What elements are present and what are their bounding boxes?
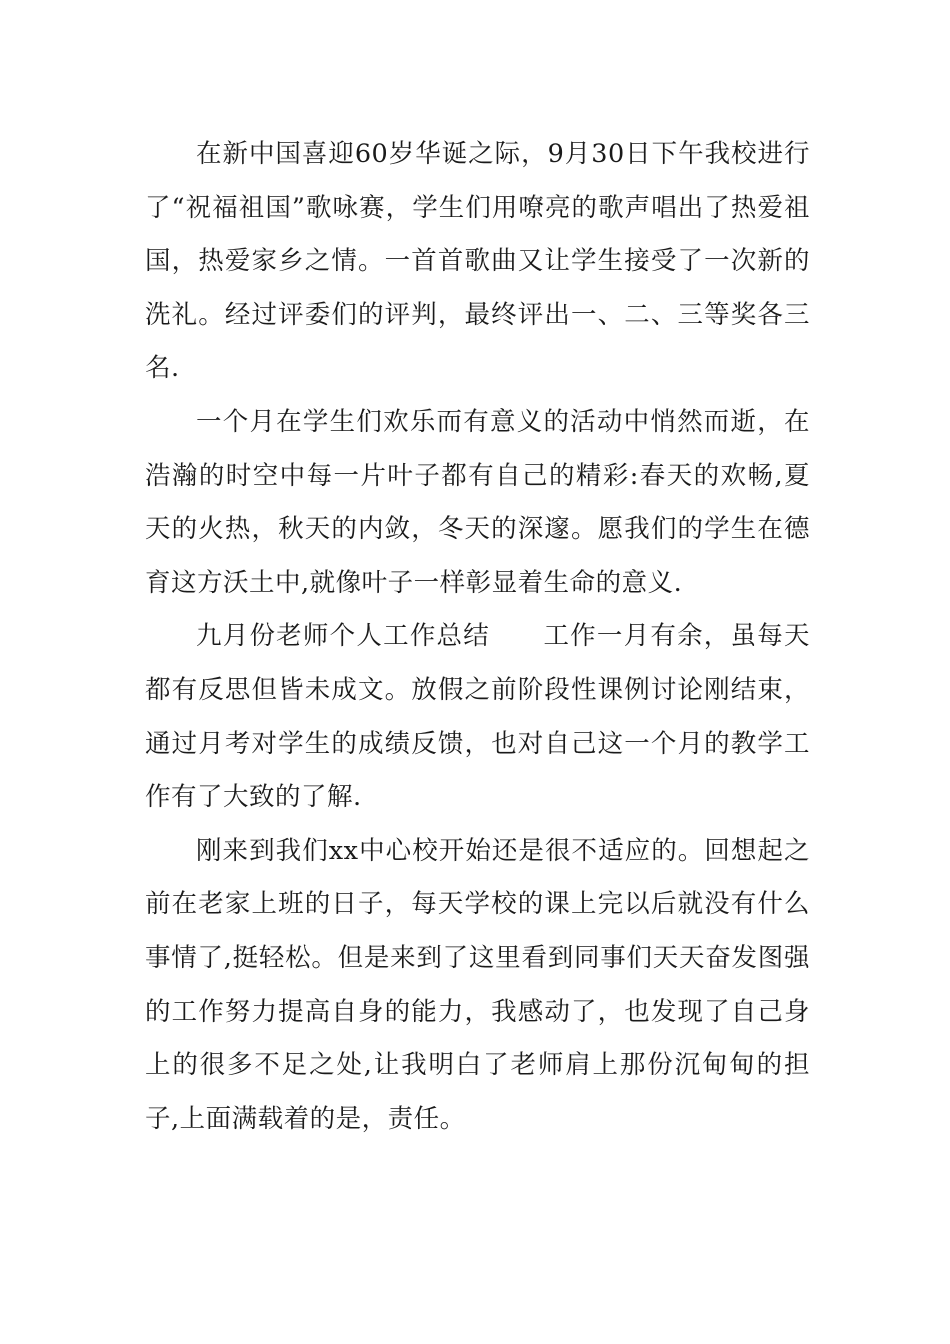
paragraph-song-contest: 在新中国喜迎60岁华诞之际，9月30日下午我校进行了“祝福祖国”歌咏赛，学生们用嘹亮的歌声唱出了热爱祖国，热爱家乡之情。一首首歌曲又让学生接受了一次新的洗礼。经过评委们的评判，最终评出一、二、三等奖各三名. (145, 139, 810, 384)
paragraph-new-school: 刚来到我们xx中心校开始还是很不适应的。回想起之前在老家上班的日子，每天学校的课上完以后就没有什么事情了,挺轻松。但是来到了这里看到同事们天天奋发图强的工作努力提高自身的能力，我感动了，也发现了自己身上的很多不足之处,让我明白了老师肩上那份沉甸甸的担子,上面满载着的是，责任。 (145, 835, 810, 1134)
paragraph-teacher-summary: 九月份老师个人工作总结 工作一月有余，虽每天都有反思但皆未成文。放假之前阶段性课例讨论刚结束，通过月考对学生的成绩反馈，也对自己这一个月的教学工作有了大致的了解. (145, 621, 810, 813)
document-body (145, 128, 810, 1146)
paragraph-month-reflection: 一个月在学生们欢乐而有意义的活动中悄然而逝，在浩瀚的时空中每一片叶子都有自己的精彩:春天的欢畅,夏天的火热，秋天的内敛，冬天的深邃。愿我们的学生在德育这方沃土中,就像叶子一样彰显着生命的意义. (145, 406, 810, 598)
